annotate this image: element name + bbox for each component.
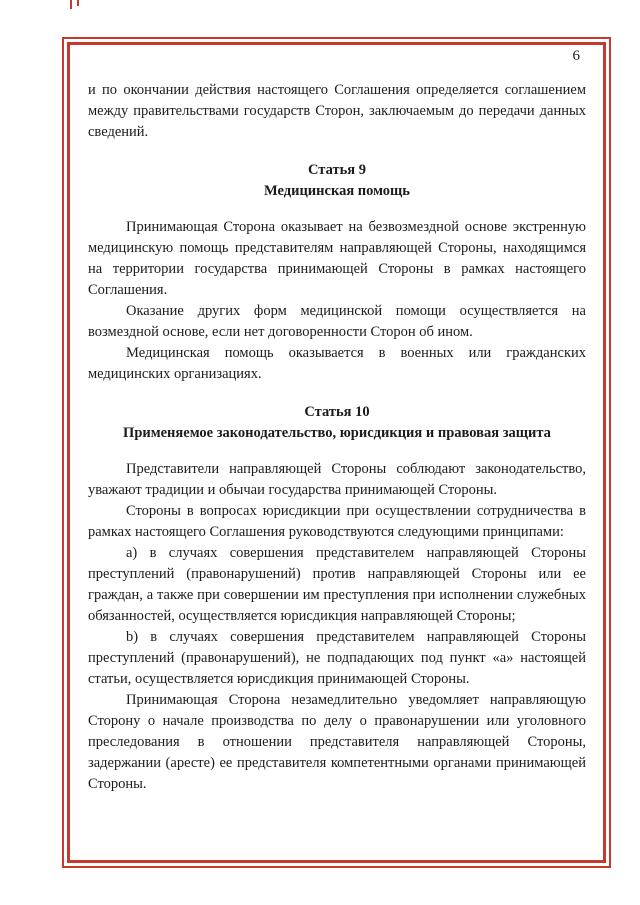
paragraph-continuation: и по окончании действия настоящего Соглашения определяется соглашением между правительствами государств Сторон, заключаемым до передачи данных сведений.	[88, 82, 586, 140]
article-9-title: Статья 9	[308, 162, 366, 178]
paragraph: Принимающая Сторона оказывает на безвозмездной основе экстренную медицинскую помощь представителям направляющей Стороны, находящимся на территории государства принимающей Стороны в рамках настоящего Соглашения.	[88, 219, 586, 298]
article-9-subtitle: Медицинская помощь	[264, 183, 410, 199]
article-10-title: Статья 10	[304, 404, 370, 420]
paragraph: Стороны в вопросах юрисдикции при осуществлении сотрудничества в рамках настоящего Соглашения руководствуются следующими принципами:	[88, 503, 586, 540]
paragraph: Представители направляющей Стороны соблюдают законодательство, уважают традиции и обычаи государства принимающей Стороны.	[88, 461, 586, 498]
paragraph: Медицинская помощь оказывается в военных или гражданских медицинских организациях.	[88, 345, 586, 382]
paragraph: Оказание других форм медицинской помощи осуществляется на возмездной основе, если нет договоренности Сторон об ином.	[88, 303, 586, 340]
scan-artifact-line	[77, 0, 79, 6]
article-9-heading-group	[88, 160, 586, 202]
page-number: 6	[572, 48, 580, 64]
article-10-subtitle: Применяемое законодательство, юрисдикция и правовая защита	[123, 425, 551, 441]
paragraph-item-b: b) в случаях совершения представителем направляющей Стороны преступлений (правонарушений), не подпадающих под пункт «а» настоящей статьи, осуществляется юрисдикция принимающей Стороны.	[88, 629, 586, 687]
scan-artifact-line	[70, 0, 72, 9]
document-body	[88, 46, 586, 795]
paragraph-item-a: a) в случаях совершения представителем направляющей Стороны преступлений (правонарушений) против направляющей Стороны или ее граждан, а также при совершении им преступления при исполнении служебных обязанностей, осуществляется юрисдикция направляющей Стороны;	[88, 545, 586, 624]
article-10-heading-group	[88, 402, 586, 444]
paragraph: Принимающая Сторона незамедлительно уведомляет направляющую Сторону о начале производства по делу о правонарушении или уголовного преследования в отношении представителя направляющей Стороны, задержании (аресте) ее представителя компетентными органами принимающей Стороны.	[88, 692, 586, 792]
